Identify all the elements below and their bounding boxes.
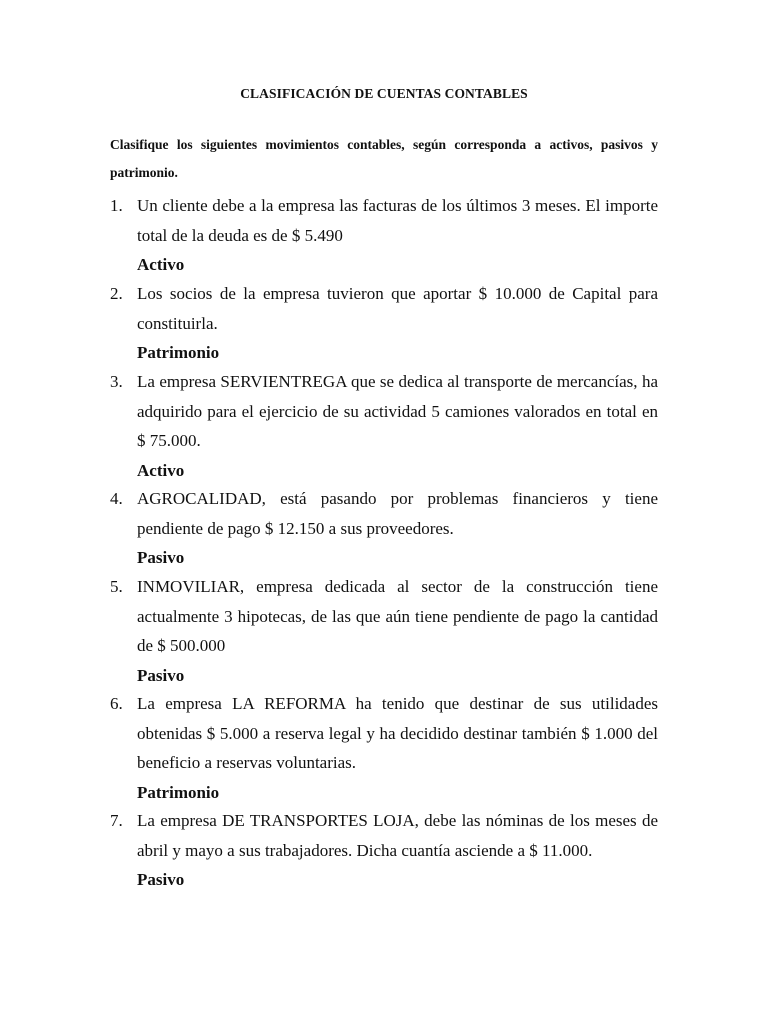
list-item-7 bbox=[110, 806, 658, 894]
item-number: 2. bbox=[110, 284, 123, 303]
item-answer: Patrimonio bbox=[137, 782, 220, 802]
list-item-6 bbox=[110, 689, 658, 807]
item-number: 5. bbox=[110, 577, 123, 596]
item-text: La empresa LA REFORMA ha tenido que destinar de sus utilidades obtenidas $ 5.000 a reserva legal y ha decidido destinar también $ 1.000 del beneficio a reservas voluntarias. bbox=[137, 694, 658, 772]
list-item-3 bbox=[110, 367, 658, 485]
item-answer: Pasivo bbox=[137, 870, 185, 889]
item-number: 7. bbox=[110, 811, 123, 830]
item-answer: Patrimonio bbox=[137, 343, 220, 362]
list-item-1 bbox=[110, 191, 658, 279]
item-text: Los socios de la empresa tuvieron que aportar $ 10.000 de Capital para constituirla. bbox=[137, 284, 658, 333]
list-item-2 bbox=[110, 279, 658, 367]
item-text: AGROCALIDAD, está pasando por problemas financieros y tiene pendiente de pago $ 12.150 a sus proveedores. bbox=[137, 489, 658, 538]
item-answer: Activo bbox=[137, 255, 185, 274]
list-item-5 bbox=[110, 572, 658, 690]
item-number: 3. bbox=[110, 372, 123, 391]
item-text: INMOVILIAR, empresa dedicada al sector de la construcción tiene actualmente 3 hipotecas, de las que aún tiene pendiente de pago la cantidad de $ 500.000 bbox=[137, 577, 658, 655]
item-text: La empresa DE TRANSPORTES LOJA, debe las nóminas de los meses de abril y mayo a sus trabajadores. Dicha cuantía asciende a $ 11.000. bbox=[137, 811, 658, 860]
item-text: Un cliente debe a la empresa las facturas de los últimos 3 meses. El importe total de la deuda es de $ 5.490 bbox=[137, 196, 658, 245]
item-text: La empresa SERVIENTREGA que se dedica al transporte de mercancías, ha adquirido para el ejercicio de su actividad 5 camiones valorados en total en $ 75.000. bbox=[137, 372, 658, 450]
item-number: 4. bbox=[110, 489, 123, 508]
instructions-text: Clasifique los siguientes movimientos contables, según corresponda a activos, pasivos y patrimonio. bbox=[110, 137, 658, 180]
list-item-4 bbox=[110, 484, 658, 572]
item-answer: Pasivo bbox=[137, 665, 185, 685]
item-answer: Pasivo bbox=[137, 548, 185, 567]
item-answer: Activo bbox=[137, 460, 185, 480]
item-number: 6. bbox=[110, 694, 123, 713]
page-title: CLASIFICACIÓN DE CUENTAS CONTABLES bbox=[240, 86, 528, 101]
item-number: 1. bbox=[110, 196, 123, 215]
